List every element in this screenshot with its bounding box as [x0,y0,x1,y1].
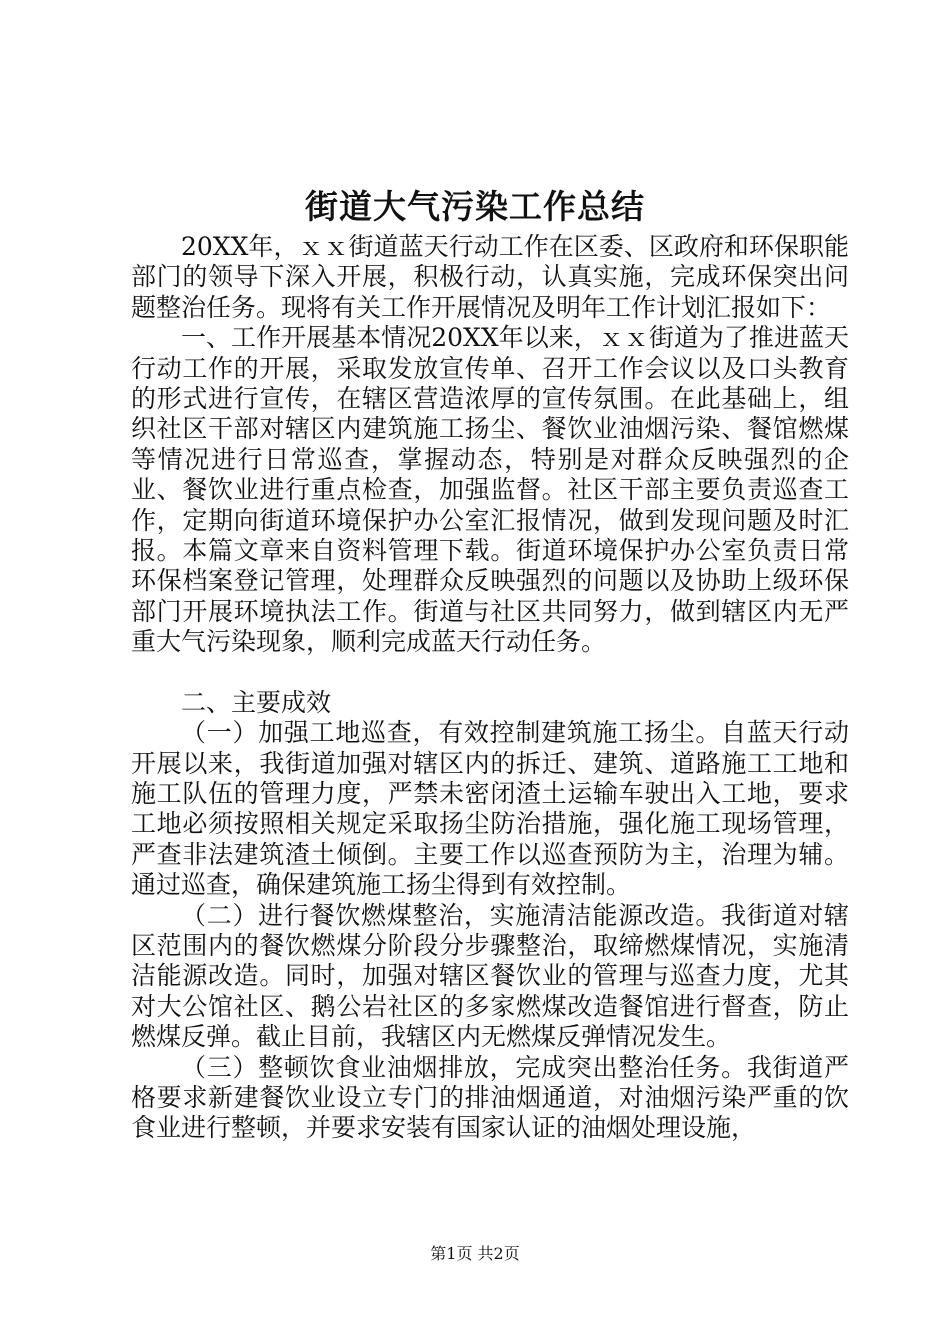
paragraph-item-2: （二）进行餐饮燃煤整治，实施清洁能源改造。我街道对辖区范围内的餐饮燃煤分阶段分步骤整治，取缔燃煤情况，实施清洁能源改造。同时，加强对辖区餐饮业的管理与巡查力度，尤其对大公馆社区、鹅公岩社区的多家燃煤改造餐馆进行督查，防止燃煤反弹。截止目前，我辖区内无燃煤反弹情况发生。 [131,900,849,1052]
paragraph-item-3: （三）整顿饮食业油烟排放，完成突出整治任务。我街道严格要求新建餐饮业设立专门的排油烟通道，对油烟污染严重的饮食业进行整顿，并要求安装有国家认证的油烟处理设施， [131,1052,849,1143]
paragraph-intro: 20XX年，ｘｘ街道蓝天行动工作在区委、区政府和环保职能部门的领导下深入开展，积极行动，认真实施，完成环保突出问题整治任务。现将有关工作开展情况及明年工作计划汇报如下： [131,232,849,322]
page-number-footer: 第1页 共2页 [430,1244,520,1263]
paragraph-section-1: 一、工作开展基本情况20XX年以来，ｘｘ街道为了推进蓝天行动工作的开展，采取发放宣传单、召开工作会议以及口头教育的形式进行宣传，在辖区营造浓厚的宣传氛围。在此基础上，组织社区干部对辖区内建筑施工扬尘、餐饮业油烟污染、餐馆燃煤等情况进行日常巡查，掌握动态，特别是对群众反映强烈的企业、餐饮业进行重点检查，加强监督。社区干部主要负责巡查工作，定期向街道环境保护办公室汇报情况，做到发现问题及时汇报。本篇文章来自资料管理下载。街道环境保护办公室负责日常环保档案登记管理，处理群众反映强烈的问题以及协助上级环保部门开展环境执法工作。街道与社区共同努力，做到辖区内无严重大气污染现象，顺利完成蓝天行动任务。 [131,323,849,657]
paragraph-item-1: （一）加强工地巡查，有效控制建筑施工扬尘。自蓝天行动开展以来，我街道加强对辖区内的拆迁、建筑、道路施工工地和施工队伍的管理力度，严禁未密闭渣土运输车驶出入工地，要求工地必须按照相关规定采取扬尘防治措施，强化施工现场管理，严查非法建筑渣土倾倒。主要工作以巡查预防为主，治理为辅。通过巡查，确保建筑施工扬尘得到有效控制。 [131,718,849,900]
document-body [131,232,849,1144]
document-title: 街道大气污染工作总结 [305,187,645,226]
section-heading-main-results: 二、主要成效 [181,687,332,717]
